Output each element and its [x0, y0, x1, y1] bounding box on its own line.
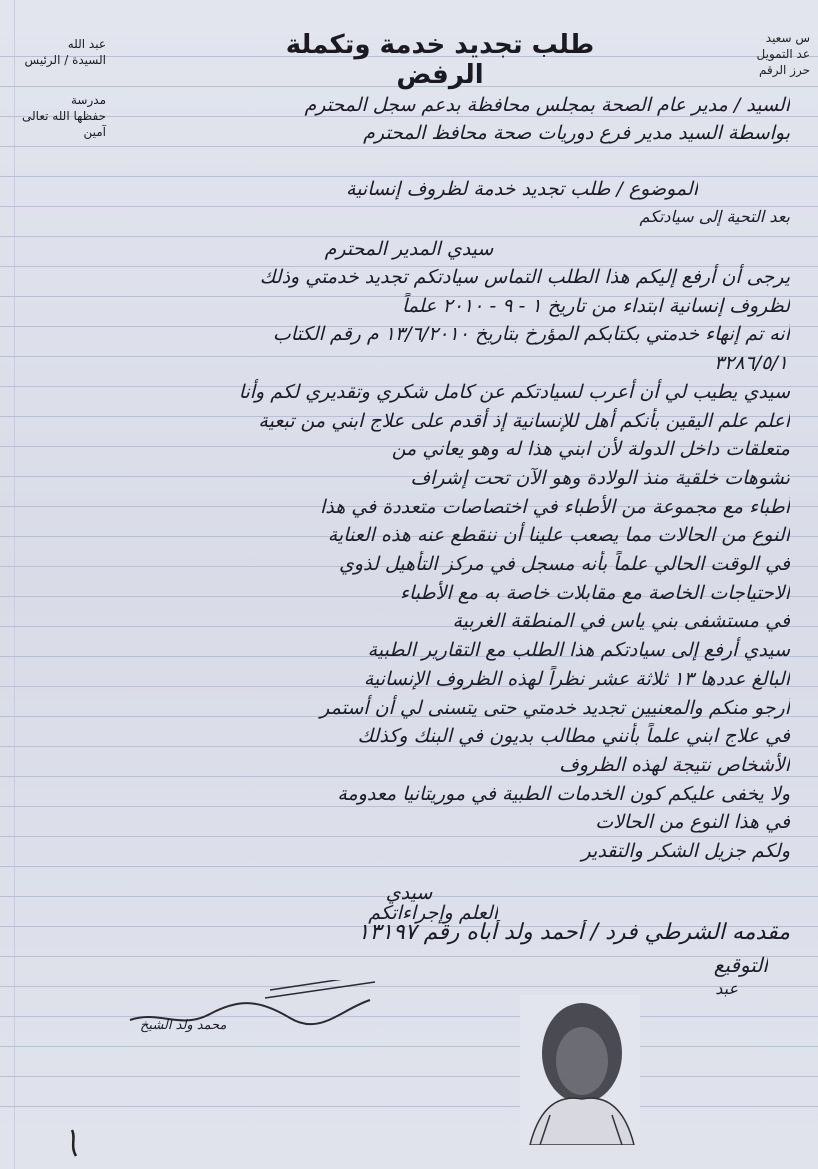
signature-scribble: عبد [715, 979, 738, 998]
body-line: في مستشفى بني ياس في المنطقة الغربية [452, 610, 790, 632]
header-line: عبد الله [67, 37, 106, 51]
body-line: الاحتياجات الخاصة مع مقابلات خاصة به مع الأطباء [400, 582, 790, 604]
body-line: ولكم جزيل الشكر والتقدير [581, 840, 790, 862]
header-line: س سعيد [765, 31, 810, 45]
left-margin-note [6, 92, 106, 140]
body-line: ٣٢٨٦/٥/١ [713, 352, 788, 374]
body-line: يرجى أن أرفع إليكم هذا الطلب التماس سيادتكم تجديد خدمتي وذلك [259, 266, 790, 288]
header-right-block [640, 30, 810, 78]
ruled-line [0, 146, 818, 147]
subject-line: الموضوع / طلب تجديد خدمة لظروف إنسانية [346, 178, 698, 200]
ruled-line [0, 1046, 818, 1047]
body-line: سيدي أرفع إلى سيادتكم هذا الطلب مع التقارير الطبية [367, 639, 790, 661]
body-line: أرجو منكم والمعنيين تجديد خدمتي حتى يتسنى لي أن أستمر [320, 697, 790, 719]
body-line: أنه تم إنهاء خدمتي بكتابكم المؤرخ بتاريخ ١٣/٦/٢٠١٠ م رقم الكتاب [272, 323, 790, 345]
footer-note: محمد ولد الشيخ [140, 1018, 227, 1033]
body-line: أطباء مع مجموعة من الأطباء في اختصاصات متعددة في هذا [319, 496, 790, 518]
body-line: أعلم علم اليقين بأنكم أهل للإنسانية إذ أقدم على علاج ابني من تبعية [258, 410, 790, 432]
address-line: السيد / مدير عام الصحة بمجلس محافظة بدعم سجل المحترم [304, 94, 790, 116]
body-line: ولا يخفى عليكم كون الخدمات الطبية في موريتانيا معدومة [337, 783, 790, 805]
greeting: سيدي المدير المحترم [324, 238, 494, 260]
margin-note-line: مدرسة [70, 93, 106, 107]
submitted-by: مقدمه الشرطي فرد / أحمد ولد أباه رقم ١٣١٩٧ [357, 920, 790, 945]
ruled-line [0, 1076, 818, 1077]
closing-sir: سيدي [385, 882, 433, 904]
closing-thanks: العلم وإجراءاتكم [368, 902, 498, 924]
ruled-line [0, 1106, 818, 1107]
salutation: بعد التحية إلى سيادتكم [639, 207, 790, 226]
body-line: النوع من الحالات مما يصعب علينا أن ننقطع عنه هذه العناية [327, 524, 790, 546]
applicant-photo [520, 995, 640, 1145]
body-line: في علاج ابني علماً بأنني مطالب بديون في البنك وكذلك [357, 725, 790, 747]
body-line: متعلقات داخل الدولة لأن ابني هذا له وهو يعاني من [391, 438, 790, 460]
body-line: تشوهات خلقية منذ الولادة وهو الآن تحت إشراف [410, 467, 790, 489]
body-line: الأشخاص نتيجة لهذه الظروف [559, 754, 790, 776]
body-line: في هذا النوع من الحالات [595, 811, 790, 833]
body-line: سيدي يطيب لي أن أعرب لسيادتكم عن كامل شكري وتقديري لكم وأنا [238, 381, 790, 403]
pen-mark [68, 1128, 82, 1158]
margin-note-line: حفظها الله تعالى [22, 109, 106, 123]
address-line: بواسطة السيد مدير فرع دوريات صحة محافظ المحترم [363, 122, 790, 144]
header-line: السيدة / الرئيس [24, 53, 106, 67]
ruled-line [0, 836, 818, 837]
ruled-line [0, 866, 818, 867]
header-left-block [6, 36, 106, 68]
document-title: طلب تجديد خدمة وتكملة الرفض [285, 30, 595, 90]
header-line: حرز الرقم [759, 63, 810, 77]
body-line: البالغ عددها ١٣ ثلاثة عشر نظراً لهذه الظروف الإنسانية [363, 668, 790, 690]
body-line: لظروف إنسانية ابتداء من تاريخ ١ - ٩ - ٢٠١٠ علماً [402, 295, 790, 317]
margin-note-line: آمين [83, 125, 106, 139]
signature-label: التوقيع [713, 953, 768, 977]
header-line: عد التمويل [756, 47, 810, 61]
body-line: في الوقت الحالي علماً بأنه مسجل في مركز التأهيل لذوي [338, 553, 790, 575]
